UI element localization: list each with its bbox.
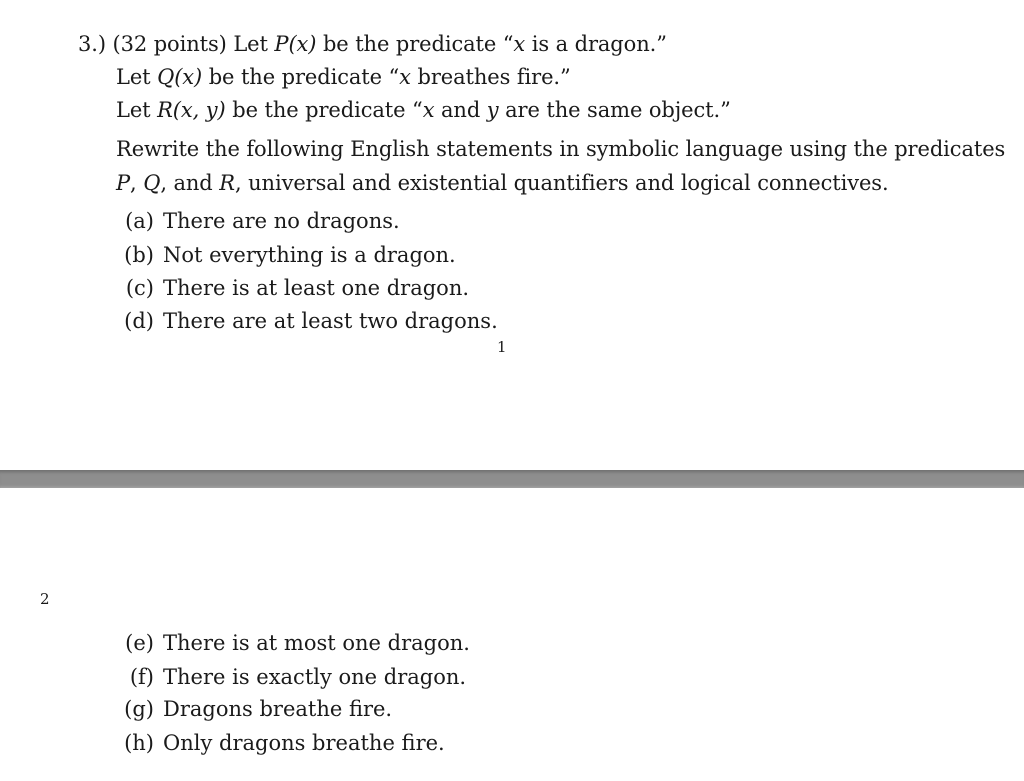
text-let: Let xyxy=(116,65,158,89)
item-label: (e) xyxy=(125,631,154,655)
item-text: Not everything is a dragon. xyxy=(163,243,456,267)
predicate-q: Q(x) xyxy=(157,65,203,89)
text-breathes-fire: breathes fire.” xyxy=(410,65,571,89)
item-text: There is exactly one dragon. xyxy=(163,665,467,689)
symbol-r: R xyxy=(219,171,235,195)
item-label: (g) xyxy=(124,697,154,721)
page-2 xyxy=(0,488,1024,781)
instructions-line-1: Rewrite the following English statements in symbolic language using the predicates xyxy=(116,137,1006,161)
question-points: (32 points) xyxy=(112,32,227,56)
predicate-p: P(x) xyxy=(274,32,317,56)
var-y: y xyxy=(486,98,499,122)
item-text: There are no dragons. xyxy=(163,209,400,233)
text-is-dragon: is a dragon.” xyxy=(525,32,667,56)
question-number: 3.) xyxy=(78,32,106,56)
item-text: Dragons breathe fire. xyxy=(163,697,393,721)
page-number: 2 xyxy=(40,590,50,608)
text-be-predicate: be the predicate “ xyxy=(316,32,514,56)
item-label: (f) xyxy=(129,665,154,689)
item-label: (h) xyxy=(124,731,154,755)
var-x: x xyxy=(513,32,526,56)
item-label: (d) xyxy=(124,309,154,333)
text-be-predicate: be the predicate “ xyxy=(202,65,400,89)
item-text: Only dragons breathe fire. xyxy=(163,731,445,755)
item-label: (a) xyxy=(125,209,154,233)
item-text: There is at most one dragon. xyxy=(163,631,470,655)
item-label: (b) xyxy=(124,243,154,267)
text-let: Let xyxy=(116,98,158,122)
predicate-q-line xyxy=(116,64,571,90)
symbol-q: Q xyxy=(143,171,161,195)
text-and: and xyxy=(434,98,487,122)
symbol-p: P xyxy=(116,171,131,195)
question-header xyxy=(78,31,667,57)
page-divider xyxy=(0,470,1024,488)
text-comma: , xyxy=(130,171,144,195)
text-instructions-rest: , universal and existential quantifiers and logical connectives. xyxy=(234,171,889,195)
item-text: There are at least two dragons. xyxy=(163,309,498,333)
text-be-predicate: be the predicate “ xyxy=(225,98,423,122)
instructions-line-2 xyxy=(116,170,889,196)
var-x: x xyxy=(422,98,435,122)
page-number: 1 xyxy=(497,338,507,356)
text-same-object: are the same object.” xyxy=(498,98,731,122)
item-text: There is at least one dragon. xyxy=(163,276,470,300)
predicate-r: R(x, y) xyxy=(157,98,226,122)
var-x: x xyxy=(399,65,411,89)
text-let: Let xyxy=(233,32,275,56)
predicate-r-line xyxy=(116,97,731,123)
text-and: , and xyxy=(160,171,220,195)
item-label: (c) xyxy=(125,276,154,300)
